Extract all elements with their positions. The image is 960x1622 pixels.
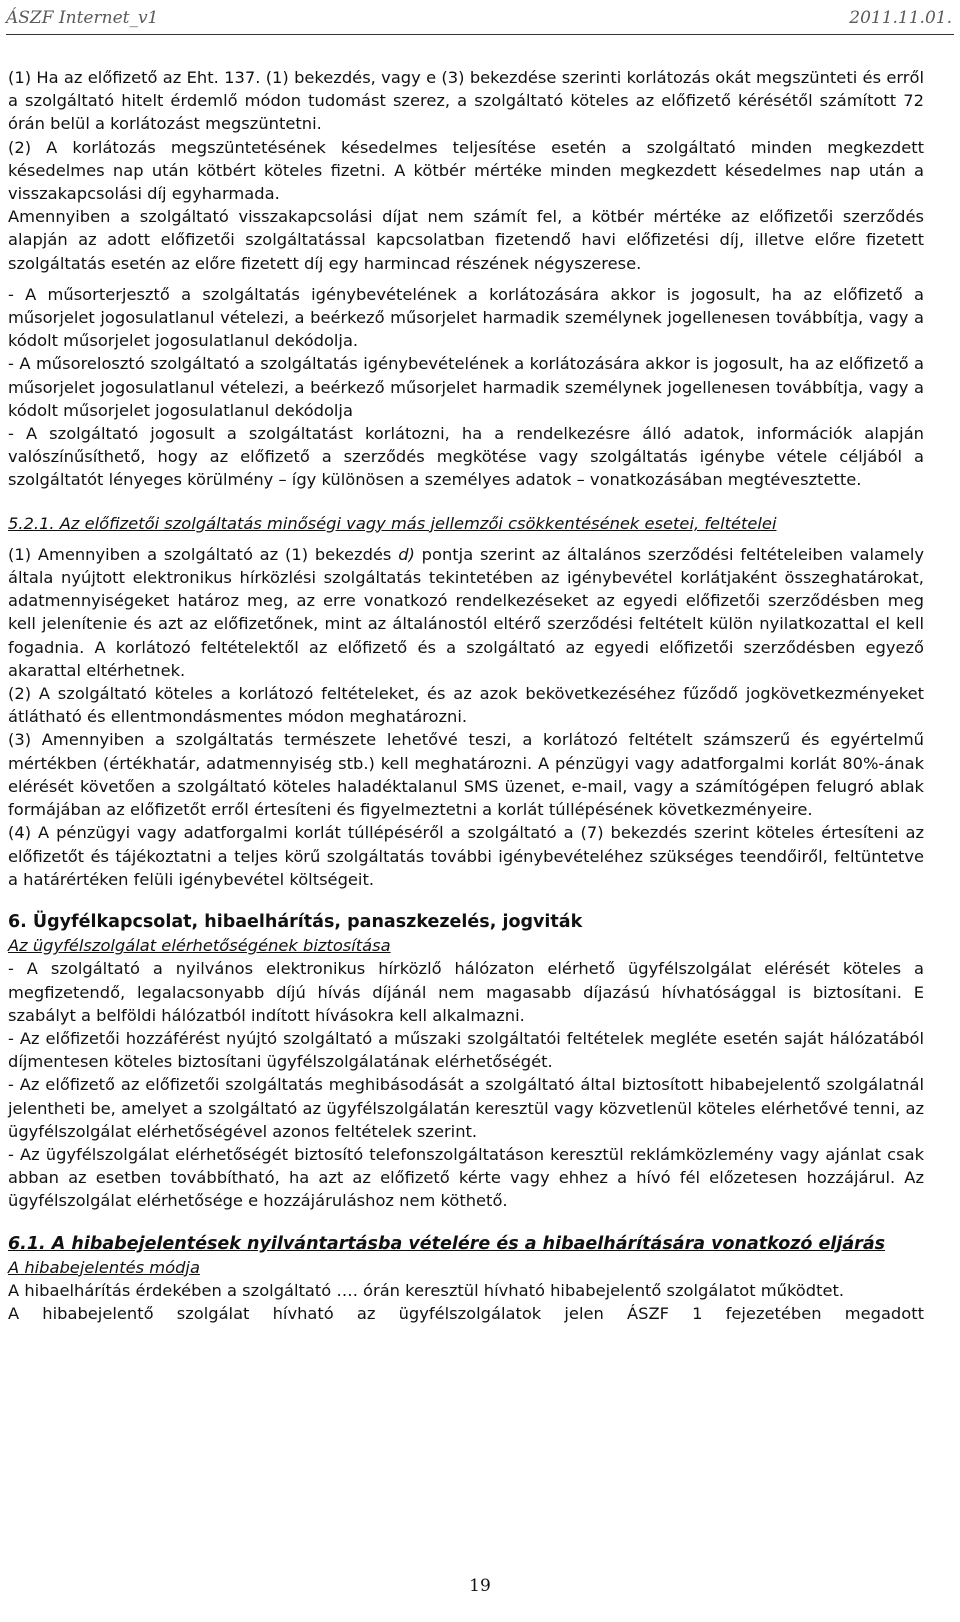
section-heading-6: 6. Ügyfélkapcsolat, hibaelhárítás, panaszkezelés, jogviták bbox=[8, 911, 583, 932]
paragraph: - A szolgáltató jogosult a szolgáltatást korlátozni, ha a rendelkezésre álló adatok, információk alapján valószínűsíthető, hogy az előfizető a szerződés megkötése vagy szolgáltatás igénybe vétele céljából a szolgáltatót lényeges körülmény – így különösen a személyes adatok – vonatkozásában megtévesztette. bbox=[8, 424, 924, 490]
paragraph: (2) A korlátozás megszüntetésének késedelmes teljesítése esetén a szolgáltató minden megkezdett késedelmes nap után kötbért köteles fizetni. A kötbér mértéke minden megkezdett késedelmes nap után a visszakapcsolási díj egyharmada. bbox=[8, 137, 924, 204]
paragraph: - A műsorelosztó szolgáltató a szolgáltatás igénybevételének a korlátozására akkor is jogosult, ha az előfizető a műsorjelet jogosulatlanul vételezi, a beérkező műsorjelet harmadik személynek jogellenesen továbbítja, vagy a kódolt műsorjelet jogosulatlanul dekódolja bbox=[8, 354, 924, 420]
paragraph: - A műsorterjesztő a szolgáltatás igénybevételének a korlátozására akkor is jogosult, ha az előfizető a műsorjelet jogosulatlanul vételezi, a beérkező műsorjelet harmadik személynek jogellenesen továbbítja, vagy a kódolt műsorjelet jogosulatlanul dekódolja. bbox=[8, 284, 924, 351]
paragraph: Amennyiben a szolgáltató visszakapcsolási díjat nem számít fel, a kötbér mértéke az előfizetői szerződés alapján az adott előfizetői szolgáltatással kapcsolatban fizetendő havi előfizetési díj, illetve előre fizetett szolgáltatás esetén az előre fizetett díj egy harmincad részének négyszerese. bbox=[8, 207, 924, 273]
header-document-title: ÁSZF Internet_v1 bbox=[6, 8, 159, 28]
paragraph-part: (1) Amennyiben a szolgáltató az (1) bekezdés bbox=[8, 544, 399, 564]
paragraph: - A szolgáltató a nyilvános elektronikus hírközlő hálózaton elérhető ügyfélszolgálat elérését köteles a megfizetendő, legalacsonyabb díjú hívás díjánál nem magasabb díjazású hívhatósággal is biztosítani. E szabályt a belföldi hálózatból indított hívásokra kell alkalmazni. bbox=[8, 959, 924, 1025]
paragraph: A hibabejelentő szolgálat hívható az ügyfélszolgálatok jelen ÁSZF 1 fejezetében megadott bbox=[8, 1304, 924, 1324]
document-body bbox=[8, 66, 924, 1325]
paragraph bbox=[8, 543, 924, 682]
paragraph-part-italic: d) bbox=[398, 544, 415, 564]
paragraph: - Az előfizető az előfizetői szolgáltatás meghibásodását a szolgáltató által biztosított hibabejelentő szolgálatnál jelentheti be, amelyet a szolgáltató az ügyfélszolgálatán keresztül vagy közvetlenül köteles elérhetővé tenni, az ügyfélszolgálat elérhetőségével azonos feltételek szerint. bbox=[8, 1075, 924, 1141]
header-date: 2011.11.01. bbox=[849, 8, 952, 28]
paragraph: (4) A pénzügyi vagy adatforgalmi korlát túllépéséről a szolgáltató a (7) bekezdés szerint köteles értesíteni az előfizetőt és tájékoztatni a teljes körű szolgáltatás további igénybevételéhez szükséges teendőiről, feltüntetve a határértéken felüli igénybevétel költségeit. bbox=[8, 823, 924, 889]
subheading: Az ügyfélszolgálat elérhetőségének biztosítása bbox=[8, 936, 391, 956]
page-header bbox=[6, 4, 954, 35]
paragraph: - Az előfizetői hozzáférést nyújtó szolgáltató a műszaki szolgáltatói feltételek megléte esetén saját hálózatából díjmentesen köteles biztosítani ügyfélszolgálatának elérhetőségét. bbox=[8, 1028, 924, 1072]
paragraph: (1) Ha az előfizető az Eht. 137. (1) bekezdés, vagy e (3) bekezdése szerinti korlátozás okát megszünteti és erről a szolgáltató hitelt érdemlő módon tudomást szerez, a szolgáltató köteles az előfizető kérésétől számított 72 órán belül a korlátozást megszüntetni. bbox=[8, 68, 924, 134]
paragraph: - Az ügyfélszolgálat elérhetőségét biztosító telefonszolgáltatáson keresztül reklámközlemény vagy ajánlat csak abban az esetben továbbítható, ha azt az előfizető kérte vagy ehhez a hívó fél előzetesen hozzájárul. Az ügyfélszolgálat elérhetősége e hozzájáruláshoz nem köthető. bbox=[8, 1144, 924, 1211]
paragraph-part: pontja szerint az általános szerződési feltételeiben valamely általa nyújtott elektronikus hírközlési szolgáltatás tekintetében az igénybevétel korlátjaként összeghatárokat, adatmennyiségeket határoz meg, az erre vonatkozó rendelkezéseket az egyedi előfizetői szerződésben meg kell jelenítenie és azt az előfizetőnek, mint az általánostól eltérő szerződési feltételt külön nyilatkozattal el kell fogadnia. A korlátozó feltételektől az előfizető és a szolgáltató az egyedi előfizetői szerződésben egyező akarattal eltérhetnek. bbox=[8, 544, 924, 680]
paragraph: A hibaelhárítás érdekében a szolgáltató …. órán keresztül hívható hibabejelentő szolgálatot működtet. bbox=[8, 1280, 845, 1300]
page-number: 19 bbox=[469, 1576, 491, 1596]
paragraph: (2) A szolgáltató köteles a korlátozó feltételeket, és az azok bekövetkezéséhez fűződő jogkövetkezményeket átlátható és ellentmondásmentes módon meghatározni. bbox=[8, 684, 924, 727]
section-heading-5-2-1: 5.2.1. Az előfizetői szolgáltatás minőségi vagy más jellemzői csökkentésének esetei, feltételei bbox=[8, 513, 777, 533]
section-heading-6-1: 6.1. A hibabejelentések nyilvántartásba vételére és a hibaelhárítására vonatkozó eljárás bbox=[8, 1233, 886, 1254]
subheading: A hibabejelentés módja bbox=[8, 1257, 200, 1277]
paragraph: (3) Amennyiben a szolgáltatás természete lehetővé teszi, a korlátozó feltételt számszerű és egyértelmű mértékben (értékhatár, adatmennyiség stb.) kell meghatározni. A pénzügyi vagy adatforgalmi korlát 80%-ának elérését követően a szolgáltató köteles haladéktalanul SMS üzenet, e-mail, vagy a számítógépen felugró ablak formájában az előfizetőt erről értesíteni és figyelmeztetni a korlát túllépésének következményeire. bbox=[8, 730, 924, 820]
